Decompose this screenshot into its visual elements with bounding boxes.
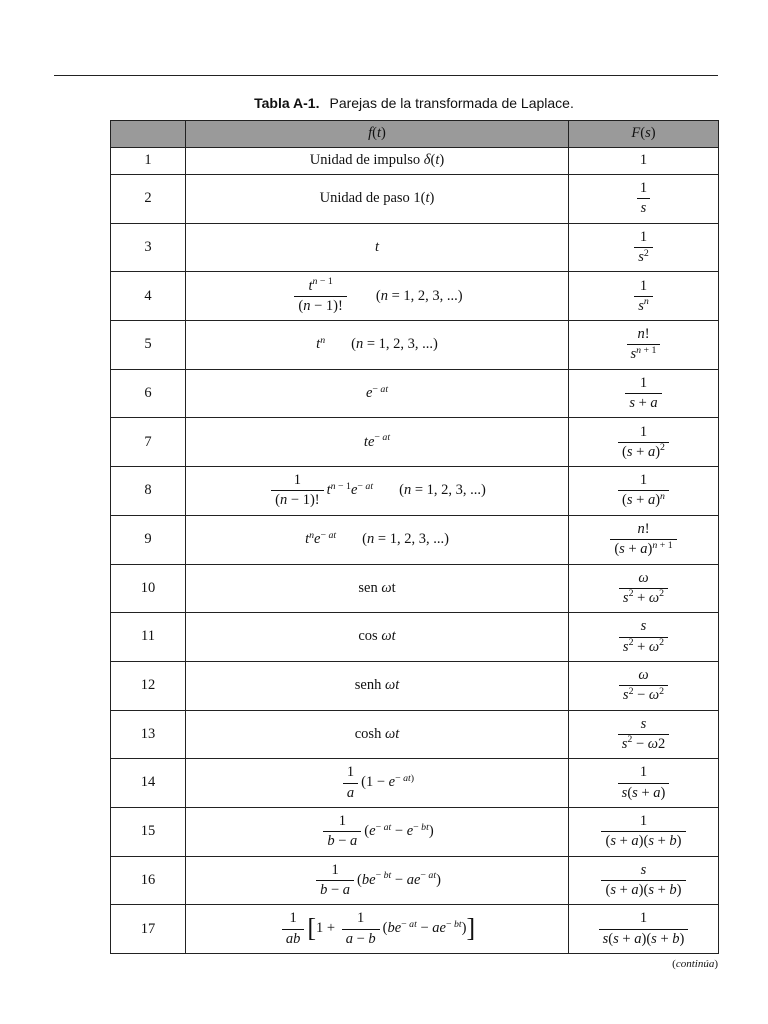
table-row — [111, 467, 719, 516]
table-row — [111, 807, 719, 856]
header-Fs: F(s) — [569, 121, 719, 148]
laplace-transform: $\frac{1}{s^2}$ — [569, 223, 719, 272]
time-function: $\frac{t^{n - 1}}{(n - 1)!}$ (n = 1, 2, 3, ...) — [186, 272, 569, 321]
table-row — [111, 175, 719, 224]
table-row — [111, 710, 719, 759]
table-row — [111, 148, 719, 175]
row-number: 16 — [111, 856, 186, 905]
time-function: $\frac{1}{ab}$ [1 + $\frac{1}{a - b}$ $(be^{- at} - ae^{- bt})$] — [186, 905, 569, 954]
laplace-transform: 1 — [569, 148, 719, 175]
row-number: 6 — [111, 369, 186, 418]
laplace-transform: $\frac{1}{(s + a)(s + b)}$ — [569, 807, 719, 856]
laplace-transform: $\frac{1}{s}$ — [569, 175, 719, 224]
row-number: 10 — [111, 564, 186, 613]
table-row — [111, 856, 719, 905]
laplace-table — [110, 120, 719, 954]
row-number: 12 — [111, 661, 186, 710]
laplace-transform: $\frac{1}{(s + a)^n}$ — [569, 467, 719, 516]
row-number: 7 — [111, 418, 186, 467]
row-number: 8 — [111, 467, 186, 516]
time-function: $t^ne^{- at}$ (n = 1, 2, 3, ...) — [186, 515, 569, 564]
laplace-transform: $\frac{s}{(s + a)(s + b)}$ — [569, 856, 719, 905]
time-function: cosh ωt — [186, 710, 569, 759]
table-row — [111, 515, 719, 564]
row-number: 5 — [111, 321, 186, 370]
caption-text: Parejas de la transformada de Laplace. — [329, 95, 574, 111]
table-row — [111, 272, 719, 321]
table-row — [111, 759, 719, 808]
laplace-transform: $\frac{\omega}{s^2 + \omega^2}$ — [569, 564, 719, 613]
header-ft: f(t) — [186, 121, 569, 148]
table-row — [111, 369, 719, 418]
laplace-transform: $\frac{1}{(s + a)^2}$ — [569, 418, 719, 467]
time-function: t — [186, 223, 569, 272]
table-row — [111, 223, 719, 272]
time-function: $\frac{1}{(n - 1)!}$ $t^{n - 1}e^{- at}$ (n = 1, 2, 3, ...) — [186, 467, 569, 516]
header-index — [111, 121, 186, 148]
time-function: Unidad de impulso δ(t) — [186, 148, 569, 175]
row-number: 9 — [111, 515, 186, 564]
row-number: 17 — [111, 905, 186, 954]
row-number: 2 — [111, 175, 186, 224]
laplace-transform: $\frac{1}{s + a}$ — [569, 369, 719, 418]
table-row — [111, 661, 719, 710]
row-number: 3 — [111, 223, 186, 272]
laplace-transform: $\frac{1}{s^n}$ — [569, 272, 719, 321]
row-number: 4 — [111, 272, 186, 321]
caption-label: Tabla A-1. — [254, 95, 320, 111]
time-function: $\frac{1}{b - a}$ $(be^{- bt} - ae^{- at})$ — [186, 856, 569, 905]
table-row — [111, 418, 719, 467]
table-row — [111, 613, 719, 662]
time-function: Unidad de paso 1(t) — [186, 175, 569, 224]
time-function: $t^n$ (n = 1, 2, 3, ...) — [186, 321, 569, 370]
time-function: $te^{- at}$ — [186, 418, 569, 467]
top-rule — [54, 75, 718, 76]
time-function: cos ωt — [186, 613, 569, 662]
row-number: 1 — [111, 148, 186, 175]
row-number: 15 — [111, 807, 186, 856]
time-function: senh ωt — [186, 661, 569, 710]
laplace-transform: $\frac{1}{s(s + a)(s + b)}$ — [569, 905, 719, 954]
time-function: sen ωt — [186, 564, 569, 613]
table-row — [111, 564, 719, 613]
table-row — [111, 905, 719, 954]
laplace-transform: $\frac{\omega}{s^2 - \omega^2}$ — [569, 661, 719, 710]
continued-note: (continúa) — [672, 958, 718, 970]
laplace-transform: $\frac{s}{s^2 + \omega^2}$ — [569, 613, 719, 662]
table-caption — [110, 95, 718, 111]
laplace-transform: $\frac{n!}{(s + a)^{n + 1}}$ — [569, 515, 719, 564]
row-number: 13 — [111, 710, 186, 759]
header-row — [111, 121, 719, 148]
laplace-transform: $\frac{1}{s(s + a)}$ — [569, 759, 719, 808]
laplace-transform: $\frac{n!}{s^{n + 1}}$ — [569, 321, 719, 370]
time-function: $\frac{1}{b - a}$ $(e^{- at} - e^{- bt})$ — [186, 807, 569, 856]
row-number: 14 — [111, 759, 186, 808]
row-number: 11 — [111, 613, 186, 662]
time-function: $\frac{1}{a}$ ($1 - e^{- at)}$ — [186, 759, 569, 808]
table-row — [111, 321, 719, 370]
time-function: $e^{- at}$ — [186, 369, 569, 418]
laplace-transform: $\frac{s}{s^2 - \omega 2}$ — [569, 710, 719, 759]
